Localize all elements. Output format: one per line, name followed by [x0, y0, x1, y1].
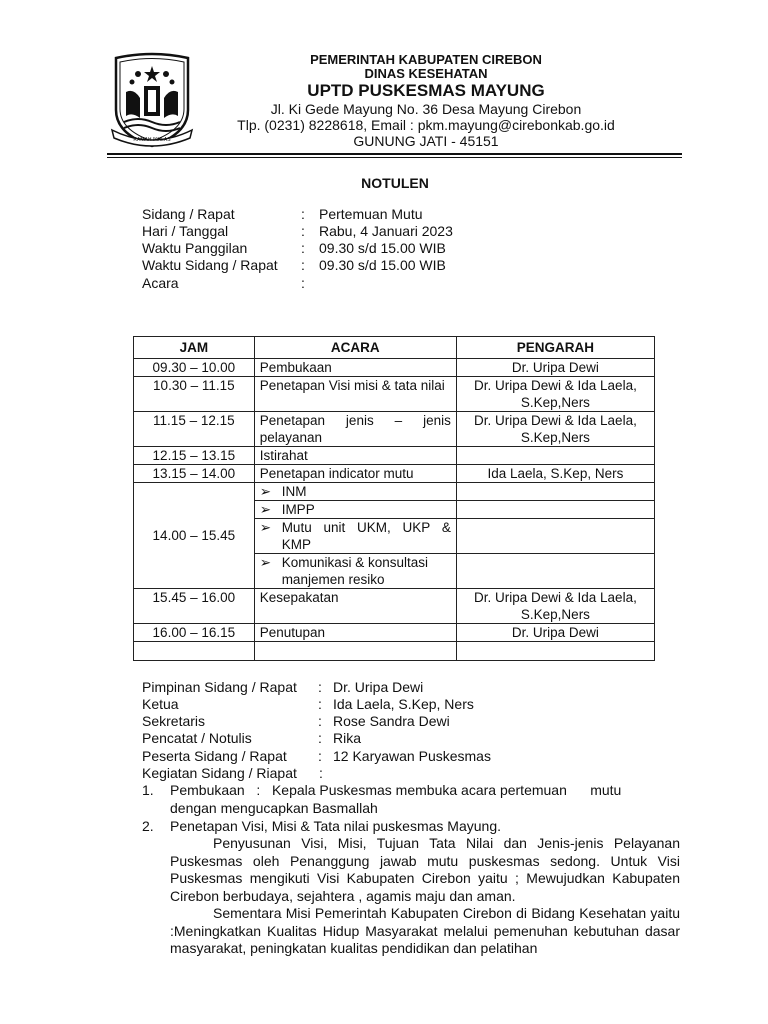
- cell-pengarah: [456, 501, 654, 519]
- sub-item-label: INM: [281, 484, 307, 499]
- meta-label: Waktu Sidang / Rapat: [142, 257, 278, 273]
- cell-jam: 16.00 – 16.15: [134, 624, 255, 642]
- arrow-bullet-icon: ➢: [259, 520, 271, 535]
- cell-pengarah: Dr. Uripa Dewi & Ida Laela, S.Kep,Ners: [456, 412, 654, 447]
- cell-pengarah: [456, 554, 654, 589]
- cell-acara-sub: [254, 554, 456, 589]
- cell-acara-sub: [254, 483, 456, 501]
- sub-item-label: Mutu unit UKM, UKP & KMP: [281, 520, 451, 552]
- header-department: DINAS KESEHATAN: [364, 66, 488, 81]
- cell-pengarah: [456, 447, 654, 465]
- cell-pengarah: [456, 519, 654, 554]
- item-number: 1.: [142, 782, 154, 798]
- people-colon: :: [318, 748, 322, 764]
- cell-acara: Istirahat: [254, 447, 456, 465]
- table-row-empty: [134, 642, 655, 661]
- item-text-continued: dengan mengucapkan Basmallah: [170, 800, 378, 816]
- paragraph-misi: Sementara Misi Pemerintah Kabupaten Cirebon di Bidang Kesehatan yaitu :Meningkatkan Kualitas Hidup Masyarakat melalui pemenuhan kebutuhan dasar masyarakat, peningkatan kualitas pendidikan dan pelatihan: [170, 905, 680, 956]
- people-value: Dr. Uripa Dewi: [333, 679, 424, 695]
- item-text: Pembukaan : Kepala Puskesmas membuka acara pertemuan mutu: [170, 782, 622, 798]
- header-city: GUNUNG JATI - 45151: [353, 133, 499, 149]
- document-title: NOTULEN: [361, 175, 429, 191]
- cell-acara: Penetapan jenis – jenis pelayanan: [254, 412, 456, 447]
- meta-colon: :: [301, 206, 305, 222]
- svg-text:RAMAH IKHLAS: RAMAH IKHLAS: [133, 137, 171, 143]
- people-colon: :: [318, 730, 322, 746]
- meta-colon: :: [301, 240, 305, 256]
- sub-item-label: IMPP: [281, 502, 315, 517]
- cell-acara: [254, 642, 456, 661]
- cell-jam: 14.00 – 15.45: [134, 483, 255, 589]
- cell-pengarah: Dr. Uripa Dewi & Ida Laela, S.Kep,Ners: [456, 377, 654, 412]
- item-text: Penetapan Visi, Misi & Tata nilai puskesmas Mayung.: [170, 818, 501, 834]
- table-row: [134, 624, 655, 642]
- cell-acara: Kesepakatan: [254, 589, 456, 624]
- cell-pengarah: [456, 483, 654, 501]
- people-label: Peserta Sidang / Rapat: [142, 748, 287, 764]
- item-number: 2.: [142, 818, 154, 834]
- header-address: Jl. Ki Gede Mayung No. 36 Desa Mayung Cirebon: [270, 101, 582, 117]
- cirebon-emblem-logo: [110, 52, 194, 148]
- cell-acara: Pembukaan: [254, 359, 456, 377]
- meta-value: 09.30 s/d 15.00 WIB: [319, 257, 446, 273]
- table-row: [134, 377, 655, 412]
- header-government: PEMERINTAH KABUPATEN CIREBON: [310, 52, 542, 67]
- people-colon: :: [318, 696, 322, 712]
- people-label: Sekretaris: [142, 713, 206, 729]
- arrow-bullet-icon: ➢: [259, 502, 271, 517]
- people-value: Ida Laela, S.Kep, Ners: [333, 696, 474, 712]
- people-colon: :: [318, 713, 322, 729]
- schedule-table: [133, 336, 655, 661]
- cell-jam: 09.30 – 10.00: [134, 359, 255, 377]
- table-row: [134, 359, 655, 377]
- table-row: [134, 483, 655, 501]
- people-label: Pencatat / Notulis: [142, 730, 252, 746]
- table-row: [134, 447, 655, 465]
- cell-acara: Penetapan Visi misi & tata nilai: [254, 377, 456, 412]
- sub-item-label: Komunikasi & konsultasi manjemen resiko: [281, 555, 429, 587]
- header-contact: Tlp. (0231) 8228618, Email : pkm.mayung@cirebonkab.go.id: [237, 117, 615, 133]
- meta-colon: :: [301, 275, 305, 291]
- meta-colon: :: [301, 223, 305, 239]
- table-row: [134, 589, 655, 624]
- meta-label: Hari / Tanggal: [142, 223, 229, 239]
- table-header-row: [134, 337, 655, 359]
- arrow-bullet-icon: ➢: [259, 555, 271, 570]
- cell-jam: 10.30 – 11.15: [134, 377, 255, 412]
- cell-jam: [134, 642, 255, 661]
- column-header-pengarah: PENGARAH: [456, 337, 654, 359]
- cell-acara-sub: [254, 519, 456, 554]
- meta-value: Rabu, 4 Januari 2023: [319, 223, 453, 239]
- meta-value: 09.30 s/d 15.00 WIB: [319, 240, 446, 256]
- cell-pengarah: Dr. Uripa Dewi & Ida Laela, S.Kep,Ners: [456, 589, 654, 624]
- people-value: Rika: [333, 730, 362, 746]
- header-divider-thick: [107, 153, 682, 155]
- paragraph-visi: Penyusunan Visi, Misi, Tujuan Tata Nilai dan Jenis-jenis Pelayanan Puskesmas oleh Penanggung jawab mutu puskesmas sedong. Untuk Visi Puskesmas mengikuti Visi Kabupaten Cirebon yaitu ; Mewujudkan Kabupaten Cirebon berbudaya, sejahtera , agamis maju dan aman.: [170, 835, 680, 904]
- arrow-bullet-icon: ➢: [259, 484, 271, 499]
- column-header-jam: JAM: [134, 337, 255, 359]
- people-label: Ketua: [142, 696, 179, 712]
- cell-pengarah: [456, 642, 654, 661]
- meta-colon: :: [301, 257, 305, 273]
- cell-acara-sub: [254, 501, 456, 519]
- meta-label: Acara: [142, 275, 179, 291]
- cell-pengarah: Ida Laela, S.Kep, Ners: [456, 465, 654, 483]
- cell-pengarah: Dr. Uripa Dewi: [456, 359, 654, 377]
- meta-label: Sidang / Rapat: [142, 206, 235, 222]
- cell-jam: 13.15 – 14.00: [134, 465, 255, 483]
- meta-label: Waktu Panggilan: [142, 240, 248, 256]
- meta-value: Pertemuan Mutu: [319, 206, 423, 222]
- people-colon: :: [318, 679, 322, 695]
- people-label: Kegiatan Sidang / Riapat: [142, 765, 297, 781]
- cell-acara: Penutupan: [254, 624, 456, 642]
- cell-jam: 11.15 – 12.15: [134, 412, 255, 447]
- cell-jam: 15.45 – 16.00: [134, 589, 255, 624]
- header-divider-thin: [107, 157, 682, 158]
- people-value: Rose Sandra Dewi: [333, 713, 450, 729]
- table-row: [134, 465, 655, 483]
- header-institution: UPTD PUSKESMAS MAYUNG: [307, 81, 545, 100]
- cell-jam: 12.15 – 13.15: [134, 447, 255, 465]
- people-label: Pimpinan Sidang / Rapat: [142, 679, 297, 695]
- cell-pengarah: Dr. Uripa Dewi: [456, 624, 654, 642]
- people-colon: :: [319, 765, 323, 781]
- people-value: 12 Karyawan Puskesmas: [333, 748, 491, 764]
- column-header-acara: ACARA: [254, 337, 456, 359]
- table-row: [134, 412, 655, 447]
- cell-acara: Penetapan indicator mutu: [254, 465, 456, 483]
